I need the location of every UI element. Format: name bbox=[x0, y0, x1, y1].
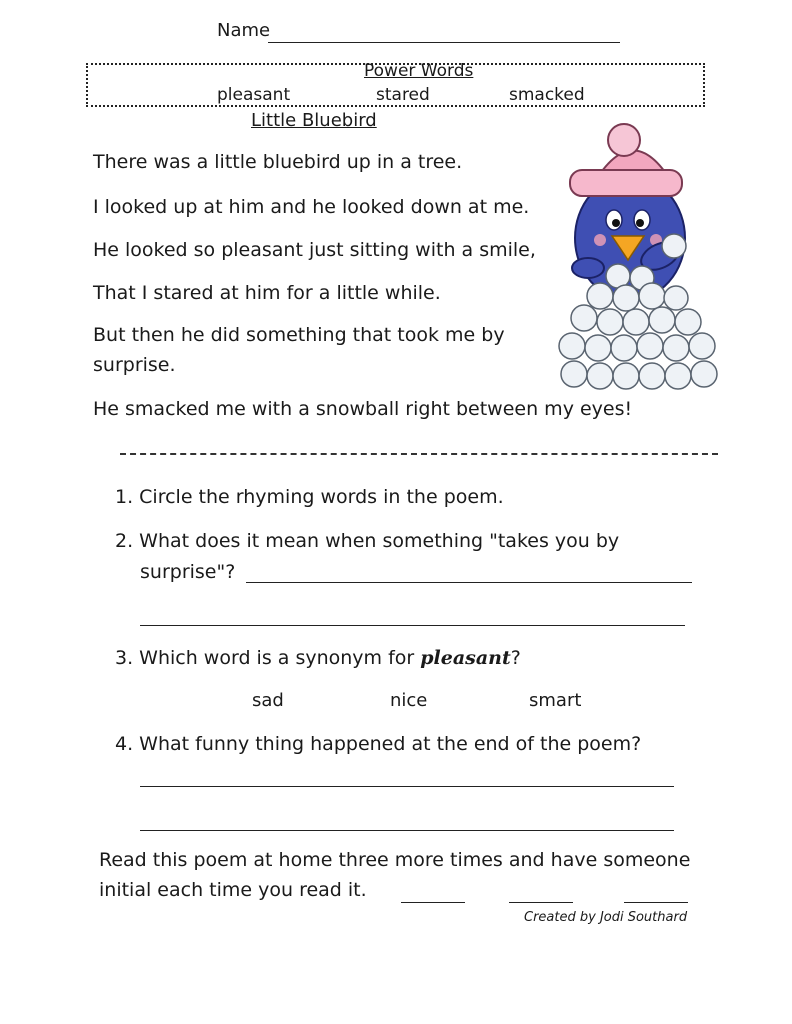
power-word-pleasant: pleasant bbox=[217, 85, 291, 105]
credit-line: Created by Jodi Southard bbox=[524, 910, 688, 925]
section-divider bbox=[120, 453, 718, 455]
name-blank[interactable] bbox=[268, 42, 620, 43]
answer-line-q2-a[interactable] bbox=[246, 582, 692, 583]
power-word-stared: stared bbox=[376, 85, 430, 105]
power-word-smacked: smacked bbox=[509, 85, 585, 105]
answer-line-q4-b[interactable] bbox=[140, 830, 674, 831]
footer-instructions-line-1: Read this poem at home three more times and have someone bbox=[99, 849, 691, 871]
power-words-title: Power Words bbox=[364, 61, 474, 81]
bluebird-with-snowballs-icon bbox=[552, 118, 722, 398]
initial-blank-3[interactable] bbox=[624, 902, 688, 903]
question-3-keyword: pleasant bbox=[420, 647, 511, 669]
poem-line-5: But then he did something that took me by bbox=[93, 324, 505, 346]
answer-line-q2-b[interactable] bbox=[140, 625, 685, 626]
footer-instructions-line-2: initial each time you read it. bbox=[99, 879, 367, 901]
initial-blank-2[interactable] bbox=[509, 902, 573, 903]
question-1: 1. Circle the rhyming words in the poem. bbox=[115, 486, 504, 508]
question-2-cont: surprise"? bbox=[140, 561, 236, 583]
poem-line-1: There was a little bluebird up in a tree. bbox=[93, 151, 463, 173]
answer-line-q4-a[interactable] bbox=[140, 786, 674, 787]
question-2: 2. What does it mean when something "takes you by bbox=[115, 530, 620, 552]
choice-sad[interactable]: sad bbox=[252, 690, 284, 711]
choice-smart[interactable]: smart bbox=[529, 690, 582, 711]
poem-title: Little Bluebird bbox=[251, 110, 377, 131]
poem-line-2: I looked up at him and he looked down at me. bbox=[93, 196, 530, 218]
question-4: 4. What funny thing happened at the end of the poem? bbox=[115, 733, 642, 755]
poem-line-6: surprise. bbox=[93, 354, 176, 376]
name-label: Name bbox=[217, 20, 271, 41]
question-3: 3. Which word is a synonym for pleasant? bbox=[115, 647, 521, 669]
poem-line-7: He smacked me with a snowball right between my eyes! bbox=[93, 398, 633, 420]
poem-line-3: He looked so pleasant just sitting with a smile, bbox=[93, 239, 536, 261]
poem-line-4: That I stared at him for a little while. bbox=[93, 282, 441, 304]
choice-nice[interactable]: nice bbox=[390, 690, 428, 711]
initial-blank-1[interactable] bbox=[401, 902, 465, 903]
